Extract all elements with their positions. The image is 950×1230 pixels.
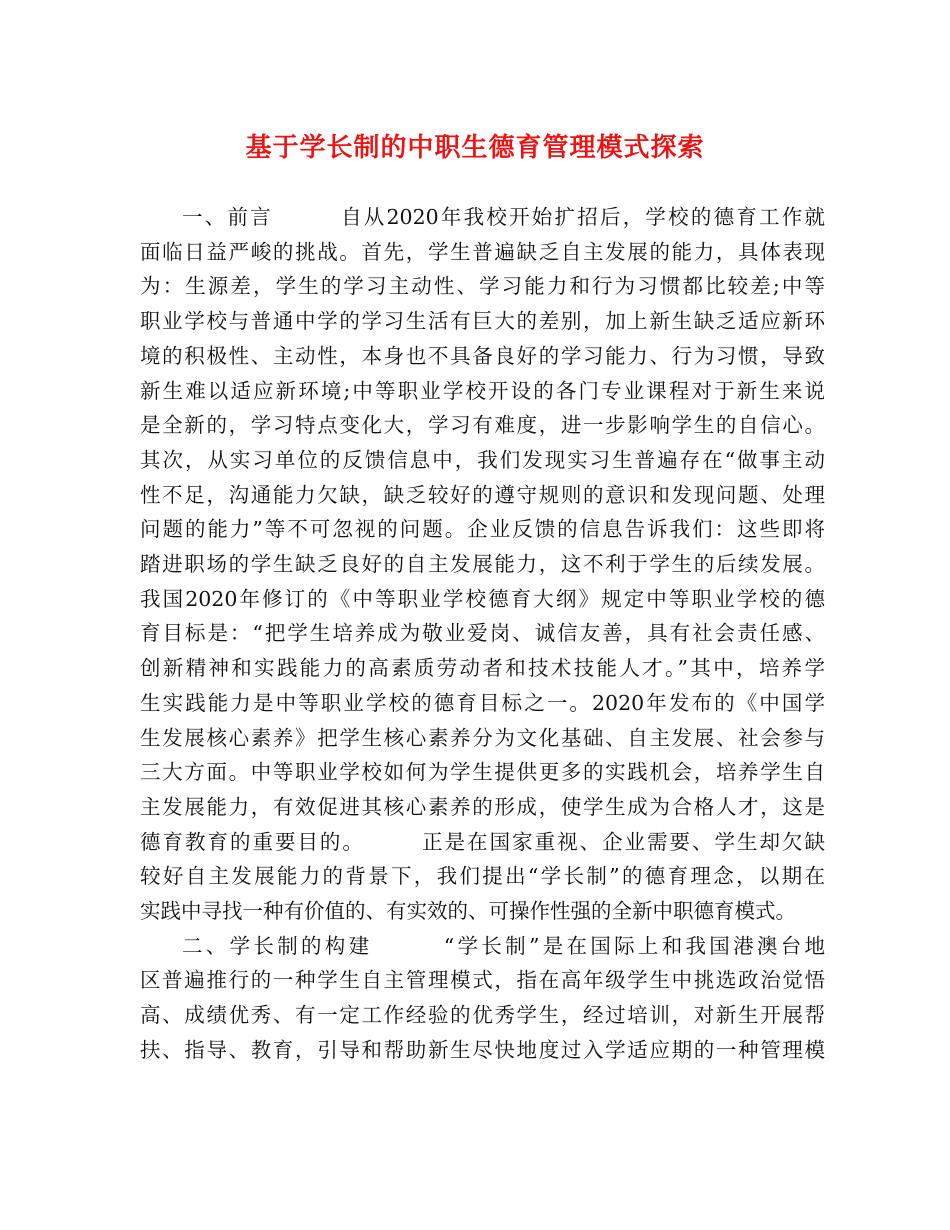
body-line-7: 是全新的，学习特点变化大，学习有难度，进一步影响学生的自信心。 <box>140 413 825 438</box>
body-line-21: 实践中寻找一种有价值的、有实效的、可操作性强的全新中职德育模式。 <box>140 899 796 924</box>
document-title: 基于学长制的中职生德育管理模式探索 <box>245 133 705 163</box>
body-line-5: 境的积极性、主动性，本身也不具备良好的学习能力、行为习惯，导致 <box>140 343 825 368</box>
body-line-4: 职业学校与普通中学的学习生活有巨大的差别，加上新生缺乏适应新环 <box>140 309 825 334</box>
body-line-14: 创新精神和实践能力的高素质劳动者和技术技能人才。”其中，培养学 <box>140 656 825 681</box>
body-line-22: 二、学长制的构建 “学长制”是在国际上和我国港澳台地 <box>182 933 825 958</box>
body-line-19: 德育教育的重要目的。 正是在国家重视、企业需要、学生却欠缺 <box>140 829 825 854</box>
body-line-23: 区普遍推行的一种学生自主管理模式，指在高年级学生中挑选政治觉悟 <box>140 968 825 993</box>
body-line-16: 生发展核心素养》把学生核心素养分为文化基础、自主发展、社会参与 <box>140 725 825 750</box>
body-line-11: 踏进职场的学生缺乏良好的自主发展能力，这不利于学生的后续发展。 <box>140 552 825 577</box>
body-line-12: 我国2020年修订的《中等职业学校德育大纲》规定中等职业学校的德 <box>140 586 825 611</box>
body-line-10: 问题的能力”等不可忽视的问题。企业反馈的信息告诉我们：这些即将 <box>140 517 825 542</box>
body-line-3: 为：生源差，学生的学习主动性、学习能力和行为习惯都比较差;中等 <box>140 274 825 299</box>
body-line-24: 高、成绩优秀、有一定工作经验的优秀学生，经过培训，对新生开展帮 <box>140 1003 825 1028</box>
document-body <box>140 200 825 1068</box>
body-line-1: 一、前言 自从2020年我校开始扩招后，学校的德育工作就 <box>182 205 825 229</box>
body-line-15: 生实践能力是中等职业学校的德育目标之一。2020年发布的《中国学 <box>140 690 825 715</box>
body-line-8: 其次，从实习单位的反馈信息中，我们发现实习生普遍存在“做事主动 <box>140 447 825 472</box>
body-line-13: 育目标是：“把学生培养成为敬业爱岗、诚信友善，具有社会责任感、 <box>140 621 825 646</box>
body-line-2: 面临日益严峻的挑战。首先，学生普遍缺乏自主发展的能力，具体表现 <box>140 239 825 264</box>
body-line-17: 三大方面。中等职业学校如何为学生提供更多的实践机会，培养学生自 <box>140 760 825 785</box>
body-line-6: 新生难以适应新环境;中等职业学校开设的各门专业课程对于新生来说 <box>140 378 825 403</box>
body-line-25: 扶、指导、教育，引导和帮助新生尽快地度过入学适应期的一种管理模 <box>140 1037 825 1062</box>
body-line-9: 性不足，沟通能力欠缺，缺乏较好的遵守规则的意识和发现问题、处理 <box>140 482 825 507</box>
body-line-20: 较好自主发展能力的背景下，我们提出“学长制”的德育理念，以期在 <box>140 864 825 889</box>
body-line-18: 主发展能力，有效促进其核心素养的形成，使学生成为合格人才，这是 <box>140 794 825 819</box>
